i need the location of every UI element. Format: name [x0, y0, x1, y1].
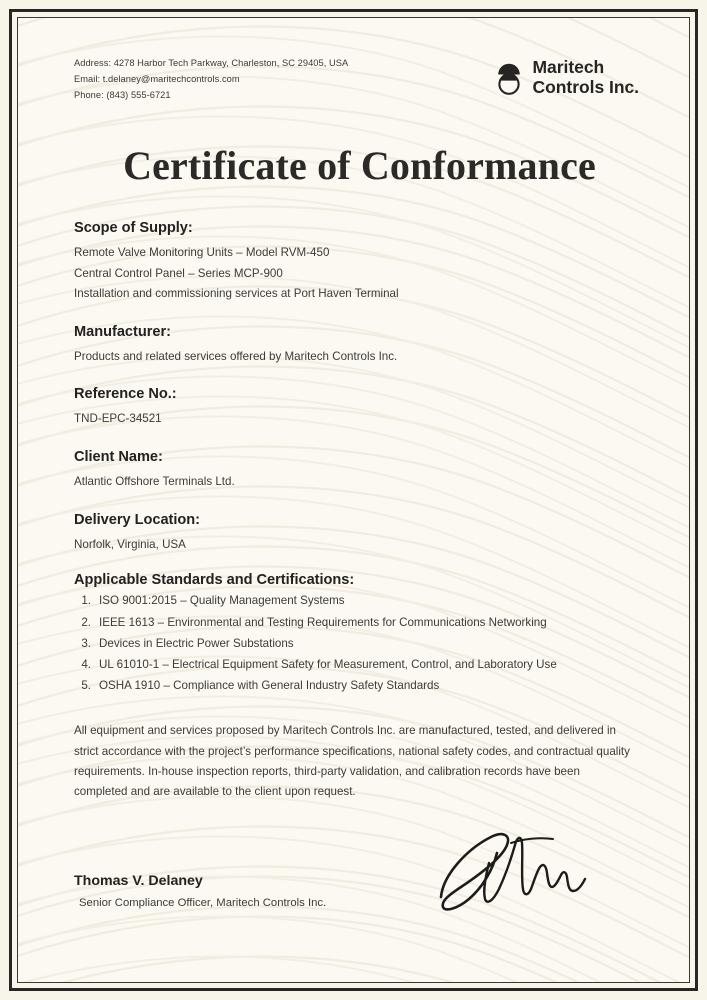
standard-number: 4.	[81, 658, 91, 672]
delivery-value: Norfolk, Virginia, USA	[74, 537, 186, 551]
contact-phone: Phone: (843) 555-6721	[74, 89, 171, 100]
buoy-logo-icon	[494, 60, 524, 96]
document-header	[74, 56, 645, 104]
standard-text: OSHA 1910 – Compliance with General Industry Safety Standards	[99, 679, 440, 693]
company-name	[533, 58, 640, 97]
certificate-content	[18, 18, 689, 982]
section-scope-of-supply	[74, 220, 645, 305]
signatory-name: Thomas V. Delaney	[74, 872, 203, 889]
standard-number: 5.	[81, 679, 91, 693]
list-item	[74, 656, 645, 675]
list-item	[74, 635, 645, 654]
company-name-line2: Controls Inc.	[532, 76, 639, 97]
reference-value: TND-EPC-34521	[74, 412, 162, 426]
declaration-paragraph: All equipment and services proposed by Maritech Controls Inc. are manufactured, tested, and delivered in strict accordance with the project’s performance specifications, national safety codes, and contractual quality requirements. In-house inspection reports, third-party validation, and calibration records have been completed and are available to the client upon request.	[74, 724, 630, 799]
client-heading: Client Name:	[74, 449, 163, 466]
page-title: Certificate of Conformance	[123, 142, 596, 188]
company-name-line1: Maritech	[532, 57, 605, 77]
standard-text: ISO 9001:2015 – Quality Management Systems	[99, 594, 345, 608]
standards-list	[74, 592, 645, 696]
section-reference-no	[74, 386, 645, 430]
scope-line-2: Central Control Panel – Series MCP-900	[74, 266, 283, 280]
inner-border	[17, 17, 690, 983]
contact-block	[74, 56, 348, 104]
section-client-name	[74, 449, 645, 493]
scope-line-1: Remote Valve Monitoring Units – Model RVM-450	[74, 245, 330, 259]
list-item	[74, 614, 645, 633]
standards-heading: Applicable Standards and Certifications:	[74, 572, 355, 589]
handwritten-signature-icon	[427, 823, 597, 915]
standard-number: 1.	[81, 594, 91, 608]
scope-line-3: Installation and commissioning services at Port Haven Terminal	[74, 287, 399, 301]
section-standards	[74, 572, 645, 696]
contact-address: Address: 4278 Harbor Tech Parkway, Charleston, SC 29405, USA	[74, 58, 349, 68]
standard-number: 2.	[81, 615, 91, 629]
reference-heading: Reference No.:	[74, 386, 177, 403]
manufacturer-value: Products and related services offered by Maritech Controls Inc.	[74, 349, 398, 363]
standard-number: 3.	[81, 636, 91, 650]
client-value: Atlantic Offshore Terminals Ltd.	[74, 475, 235, 489]
standard-text: IEEE 1613 – Environmental and Testing Requirements for Communications Networking	[99, 615, 547, 629]
delivery-heading: Delivery Location:	[74, 511, 200, 528]
standard-text: UL 61010-1 – Electrical Equipment Safety for Measurement, Control, and Laboratory Use	[99, 658, 557, 672]
sections-container	[74, 220, 645, 696]
manufacturer-heading: Manufacturer:	[74, 323, 171, 340]
contact-email: Email: t.delaney@maritechcontrols.com	[74, 73, 240, 84]
section-manufacturer	[74, 324, 645, 368]
list-item	[74, 677, 645, 696]
standard-text: Devices in Electric Power Substations	[99, 636, 294, 650]
signature-block	[74, 839, 645, 931]
list-item	[74, 592, 645, 611]
section-delivery-location	[74, 512, 645, 556]
scope-body	[74, 243, 645, 305]
signatory-role: Senior Compliance Officer, Maritech Controls Inc.	[79, 896, 327, 909]
company-logo	[494, 58, 640, 97]
scope-heading: Scope of Supply:	[74, 219, 193, 236]
